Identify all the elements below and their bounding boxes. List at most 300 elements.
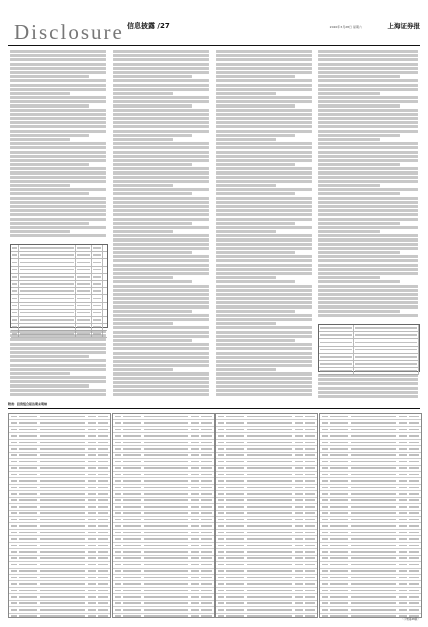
text-line	[10, 71, 106, 74]
text-line	[318, 387, 418, 390]
text-line	[318, 113, 418, 116]
text-line	[10, 96, 106, 99]
text-line	[113, 205, 209, 208]
text-line	[318, 58, 418, 61]
text-line	[113, 109, 209, 112]
text-line	[216, 381, 312, 384]
table-row	[11, 288, 107, 295]
text-line	[318, 71, 418, 74]
text-line	[216, 331, 312, 334]
text-line	[216, 142, 312, 145]
text-line	[216, 71, 312, 74]
text-line	[10, 368, 106, 371]
text-line	[113, 146, 209, 149]
text-line	[216, 167, 312, 170]
text-line	[10, 75, 89, 78]
table-cell	[92, 267, 104, 273]
text-line	[113, 285, 209, 288]
text-line	[113, 364, 209, 367]
text-line	[10, 63, 106, 66]
text-line	[216, 343, 312, 346]
text-line	[113, 113, 209, 116]
table-cell	[11, 245, 19, 251]
text-line	[10, 134, 89, 137]
text-column-4-lower	[318, 374, 418, 400]
table-cell	[92, 295, 104, 301]
text-line	[318, 151, 418, 154]
text-line	[318, 238, 418, 241]
text-line	[113, 163, 192, 166]
info-row	[319, 347, 419, 354]
text-line	[113, 138, 173, 141]
text-line	[216, 238, 312, 241]
text-line	[113, 121, 209, 124]
text-line	[318, 247, 418, 250]
text-line	[216, 151, 312, 154]
text-line	[10, 230, 70, 233]
text-line	[113, 264, 209, 267]
text-line	[216, 88, 312, 91]
info-cell	[319, 361, 354, 367]
text-line	[113, 92, 173, 95]
text-line	[216, 389, 312, 392]
text-line	[113, 201, 209, 204]
info-cell	[354, 361, 419, 367]
text-line	[216, 259, 312, 262]
text-line	[318, 109, 418, 112]
table-row	[113, 614, 214, 618]
text-line	[10, 171, 106, 174]
text-line	[318, 176, 418, 179]
text-line	[216, 155, 312, 158]
text-line	[318, 391, 418, 394]
masthead-rule	[8, 45, 420, 46]
text-line	[10, 355, 89, 358]
text-line	[216, 377, 312, 380]
info-cell	[319, 347, 354, 353]
text-line	[216, 368, 276, 371]
table-cell	[11, 310, 19, 316]
text-line	[318, 213, 418, 216]
text-line	[113, 167, 209, 170]
text-line	[318, 84, 418, 87]
table-cell	[11, 274, 19, 280]
text-line	[216, 339, 295, 342]
text-line	[216, 176, 312, 179]
text-line	[10, 113, 106, 116]
info-cell	[354, 339, 419, 345]
table-row	[11, 252, 107, 259]
text-line	[318, 314, 418, 317]
text-line	[216, 180, 312, 183]
text-line	[216, 251, 295, 254]
text-line	[216, 54, 312, 57]
table-cell	[19, 295, 77, 301]
text-line	[216, 352, 312, 355]
text-line	[113, 381, 209, 384]
text-line	[113, 75, 192, 78]
text-line	[10, 180, 106, 183]
text-line	[113, 197, 209, 200]
text-line	[216, 322, 276, 325]
text-line	[216, 197, 312, 200]
text-line	[10, 372, 70, 375]
table-row	[9, 614, 110, 618]
text-line	[318, 234, 418, 237]
text-line	[216, 247, 312, 250]
table-cell	[19, 245, 77, 251]
text-line	[216, 335, 312, 338]
text-line	[318, 264, 418, 267]
text-line	[10, 380, 106, 383]
info-cell	[354, 325, 419, 331]
table-cell	[11, 303, 19, 309]
text-line	[216, 75, 295, 78]
text-line	[318, 138, 380, 141]
text-column-4	[318, 50, 418, 320]
table-cell	[19, 288, 77, 294]
text-line	[113, 188, 209, 191]
table-cell	[76, 303, 91, 309]
text-line	[10, 330, 106, 333]
text-line	[10, 188, 106, 191]
text-line	[216, 125, 312, 128]
text-line	[113, 63, 209, 66]
text-line	[113, 368, 173, 371]
text-line	[10, 151, 106, 154]
issue-date: 2020年3月28日 星期六	[329, 25, 362, 29]
text-line	[113, 54, 209, 57]
text-line	[113, 230, 173, 233]
text-line	[216, 109, 312, 112]
text-line	[10, 176, 106, 179]
table-panel	[319, 413, 422, 618]
text-line	[318, 268, 418, 271]
text-line	[10, 197, 106, 200]
text-column-3	[216, 50, 312, 400]
text-line	[10, 117, 106, 120]
text-line	[216, 372, 312, 375]
table-cell	[19, 317, 77, 323]
table-cell	[19, 303, 77, 309]
text-line	[113, 259, 209, 262]
text-line	[318, 104, 400, 107]
text-line	[216, 268, 312, 271]
text-line	[113, 377, 209, 380]
text-line	[113, 180, 209, 183]
text-line	[216, 393, 312, 396]
text-line	[216, 318, 312, 321]
text-line	[10, 192, 89, 195]
table-cell	[11, 281, 19, 287]
text-line	[216, 276, 276, 279]
text-line	[216, 79, 312, 82]
text-line	[10, 338, 106, 341]
text-line	[113, 176, 209, 179]
text-line	[318, 374, 418, 377]
text-line	[216, 209, 312, 212]
text-line	[113, 192, 192, 195]
text-line	[318, 167, 418, 170]
text-line	[318, 146, 418, 149]
text-line	[216, 96, 312, 99]
table-cell	[92, 281, 104, 287]
text-line	[216, 146, 312, 149]
text-line	[216, 192, 295, 195]
text-line	[318, 188, 418, 191]
text-line	[318, 255, 418, 258]
text-line	[113, 280, 192, 283]
table-panel	[215, 413, 318, 618]
table-cell	[76, 281, 91, 287]
text-line	[318, 201, 418, 204]
text-line	[318, 276, 380, 279]
text-line	[216, 171, 312, 174]
text-line	[113, 209, 209, 212]
text-line	[10, 167, 106, 170]
table-cell	[19, 274, 77, 280]
text-column-2	[113, 50, 209, 400]
table-cell	[76, 274, 91, 280]
text-line	[216, 138, 276, 141]
text-line	[113, 356, 209, 359]
table-cell	[76, 267, 91, 273]
table-cell	[76, 252, 91, 258]
text-line	[216, 58, 312, 61]
info-cell	[354, 332, 419, 338]
text-line	[318, 305, 418, 308]
text-line	[113, 335, 209, 338]
text-line	[318, 297, 418, 300]
text-line	[113, 117, 209, 120]
text-line	[113, 297, 209, 300]
text-line	[113, 310, 192, 313]
text-line	[10, 54, 106, 57]
text-line	[216, 356, 312, 359]
table-cell	[19, 259, 77, 265]
text-line	[113, 88, 209, 91]
text-line	[216, 305, 312, 308]
text-line	[113, 352, 209, 355]
text-line	[113, 301, 209, 304]
text-line	[10, 201, 106, 204]
text-line	[216, 117, 312, 120]
info-row	[319, 332, 419, 339]
table-cell	[76, 288, 91, 294]
text-line	[10, 359, 106, 362]
text-line	[113, 67, 209, 70]
text-line	[113, 142, 209, 145]
text-line	[113, 339, 192, 342]
text-line	[216, 385, 312, 388]
text-line	[113, 125, 209, 128]
table-panel	[112, 413, 215, 618]
text-line	[10, 234, 106, 237]
text-line	[113, 255, 209, 258]
text-line	[216, 92, 276, 95]
text-line	[113, 343, 209, 346]
text-line	[216, 347, 312, 350]
text-line	[216, 163, 295, 166]
text-line	[113, 238, 209, 241]
text-line	[318, 243, 418, 246]
table-cell	[11, 295, 19, 301]
text-line	[216, 264, 312, 267]
text-line	[216, 255, 312, 258]
info-cell	[354, 347, 419, 353]
text-line	[318, 226, 418, 229]
text-line	[216, 104, 295, 107]
table-row	[11, 281, 107, 288]
text-line	[10, 146, 106, 149]
text-line	[318, 285, 418, 288]
text-line	[113, 134, 192, 137]
text-line	[113, 159, 209, 162]
info-cell	[319, 332, 354, 338]
table-cell	[76, 295, 91, 301]
text-line	[113, 385, 209, 388]
text-line	[216, 230, 276, 233]
table-row	[11, 259, 107, 266]
text-line	[10, 50, 106, 53]
text-line	[10, 155, 106, 158]
text-line	[318, 100, 418, 103]
text-line	[216, 289, 312, 292]
text-line	[216, 63, 312, 66]
text-line	[113, 71, 209, 74]
text-line	[113, 234, 209, 237]
table-cell	[76, 245, 91, 251]
table-cell	[92, 259, 104, 265]
text-line	[216, 201, 312, 204]
text-line	[216, 205, 312, 208]
table-row	[11, 267, 107, 274]
table-row	[216, 614, 317, 618]
text-line	[318, 218, 418, 221]
table-cell	[76, 310, 91, 316]
text-line	[318, 209, 418, 212]
text-line	[10, 109, 106, 112]
text-line	[113, 84, 209, 87]
text-line	[113, 389, 209, 392]
text-line	[216, 326, 312, 329]
text-line	[10, 351, 106, 354]
text-line	[113, 322, 173, 325]
text-line	[113, 50, 209, 53]
text-line	[216, 301, 312, 304]
portfolio-detail-table	[8, 408, 420, 618]
text-line	[216, 130, 312, 133]
text-line	[216, 50, 312, 53]
text-line	[10, 130, 106, 133]
info-row	[319, 325, 419, 332]
table-cell	[92, 310, 104, 316]
text-line	[10, 384, 89, 387]
table-cell	[19, 310, 77, 316]
text-line	[10, 364, 106, 367]
text-line	[318, 125, 418, 128]
text-line	[10, 226, 106, 229]
text-line	[10, 88, 106, 91]
text-line	[318, 63, 418, 66]
text-line	[216, 213, 312, 216]
text-line	[113, 247, 209, 250]
text-line	[113, 58, 209, 61]
text-line	[216, 234, 312, 237]
text-line	[216, 243, 312, 246]
text-line	[216, 134, 295, 137]
text-line	[318, 163, 400, 166]
text-line	[216, 113, 312, 116]
text-line	[113, 213, 209, 216]
text-line	[113, 96, 209, 99]
text-line	[318, 117, 418, 120]
text-line	[10, 142, 106, 145]
text-line	[318, 301, 418, 304]
text-line	[318, 272, 418, 275]
text-line	[318, 289, 418, 292]
text-line	[113, 184, 173, 187]
fund-info-box	[318, 324, 420, 372]
text-line	[10, 347, 106, 350]
text-line	[10, 218, 106, 221]
text-line	[318, 259, 418, 262]
text-line	[10, 79, 106, 82]
table-cell	[92, 288, 104, 294]
text-line	[318, 67, 418, 70]
text-line	[216, 285, 312, 288]
text-line	[318, 159, 418, 162]
text-line	[216, 188, 312, 191]
text-line	[113, 318, 209, 321]
text-line	[216, 297, 312, 300]
table-panel	[8, 413, 111, 618]
lower-table-title: 附表：投资组合报告期末明细	[8, 402, 48, 406]
text-line	[318, 75, 400, 78]
text-line	[10, 222, 89, 225]
text-line	[10, 213, 106, 216]
text-line	[318, 222, 400, 225]
text-line	[318, 88, 418, 91]
text-line	[113, 305, 209, 308]
text-line	[216, 222, 295, 225]
text-line	[318, 92, 380, 95]
info-cell	[319, 339, 354, 345]
table-cell	[11, 317, 19, 323]
text-line	[113, 130, 209, 133]
text-line	[318, 121, 418, 124]
table-row	[11, 295, 107, 302]
text-line	[216, 360, 312, 363]
holdings-table-small	[10, 244, 108, 328]
table-cell	[92, 252, 104, 258]
table-cell	[19, 267, 77, 273]
text-line	[318, 155, 418, 158]
text-line	[10, 138, 70, 141]
text-line	[216, 280, 295, 283]
text-line	[113, 360, 209, 363]
table-cell	[19, 252, 77, 258]
text-line	[318, 251, 400, 254]
text-line	[216, 84, 312, 87]
text-line	[216, 121, 312, 124]
text-line	[216, 310, 295, 313]
text-line	[216, 184, 276, 187]
text-line	[318, 192, 400, 195]
info-row	[319, 339, 419, 346]
table-row	[11, 303, 107, 310]
table-row	[11, 245, 107, 252]
